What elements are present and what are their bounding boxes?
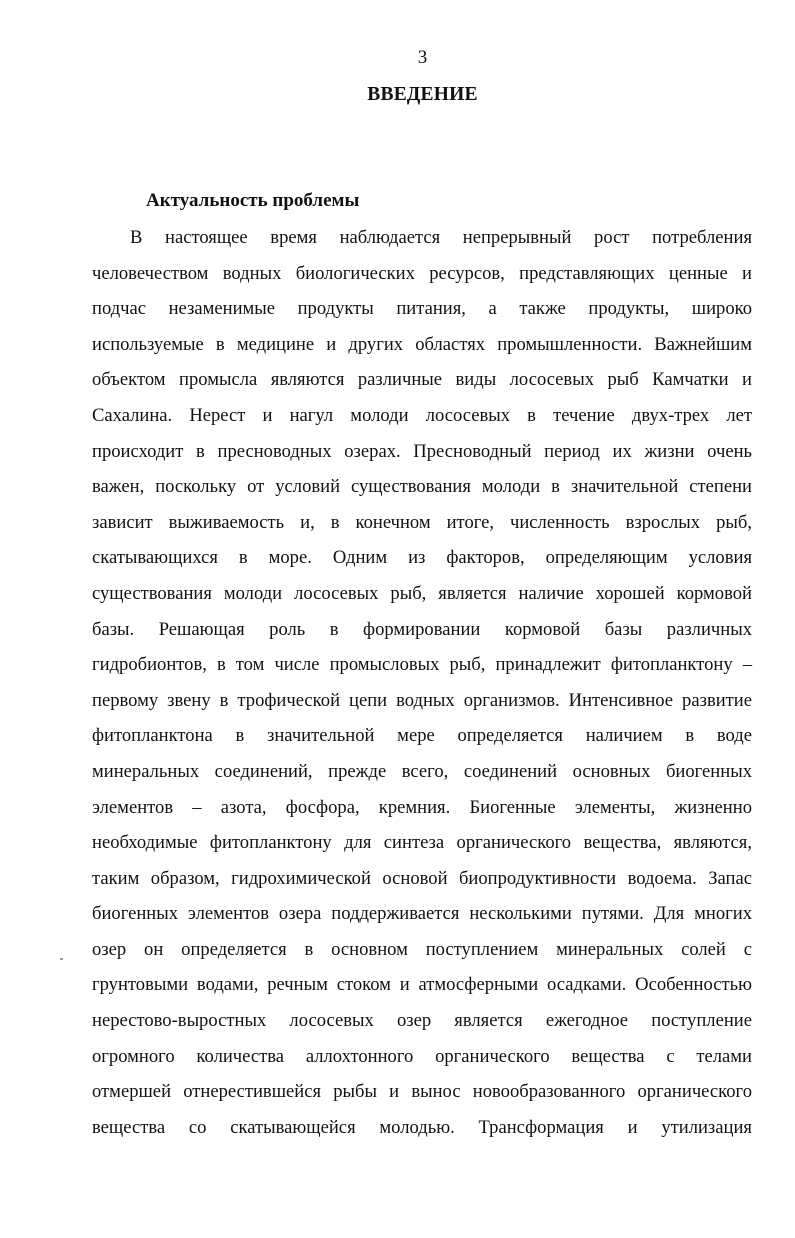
text-line: важен, поскольку от условий существования молоди в значительной степени bbox=[92, 476, 752, 498]
page-title: ВВЕДЕНИЕ bbox=[367, 84, 478, 105]
text-line: В настоящее время наблюдается непрерывный рост потребления bbox=[130, 227, 752, 248]
text-line: огромного количества аллохтонного органического вещества с телами bbox=[92, 1045, 752, 1067]
text-line: минеральных соединений, прежде всего, соединений основных биогенных bbox=[92, 760, 752, 782]
text-line: используемые в медицине и других областях промышленности. Важнейшим bbox=[92, 333, 752, 355]
text-line: необходимые фитопланктону для синтеза органического вещества, являются, bbox=[92, 832, 752, 854]
text-line: подчас незаменимые продукты питания, а также продукты, широко bbox=[92, 298, 752, 320]
text-line: происходит в пресноводных озерах. Пресноводный период их жизни очень bbox=[92, 440, 752, 462]
text-line: зависит выживаемость и, в конечном итоге, численность взрослых рыб, bbox=[92, 511, 752, 533]
text-line: человечеством водных биологических ресурсов, представляющих ценные и bbox=[92, 262, 752, 284]
text-line: озер он определяется в основном поступлением минеральных солей с bbox=[92, 938, 752, 960]
text-line: таким образом, гидрохимической основой биопродуктивности водоема. Запас bbox=[92, 867, 752, 889]
text-line: объектом промысла являются различные виды лососевых рыб Камчатки и bbox=[92, 369, 752, 391]
section-heading: Актуальность проблемы bbox=[146, 190, 360, 211]
text-line: биогенных элементов озера поддерживается несколькими путями. Для многих bbox=[92, 903, 752, 925]
text-line: первому звену в трофической цепи водных организмов. Интенсивное развитие bbox=[92, 689, 752, 711]
text-line: отмершей отнерестившейся рыбы и вынос новообразованного органического bbox=[92, 1081, 752, 1103]
text-line: нерестово-выростных лососевых озер является ежегодное поступление bbox=[92, 1010, 752, 1032]
margin-mark bbox=[60, 958, 63, 960]
text-line: скатывающихся в море. Одним из факторов, определяющим условия bbox=[92, 547, 752, 569]
text-line: Сахалина. Нерест и нагул молоди лососевых в течение двух-трех лет bbox=[92, 404, 752, 426]
text-line: базы. Решающая роль в формировании кормовой базы различных bbox=[92, 618, 752, 640]
text-line: грунтовыми водами, речным стоком и атмосферными осадками. Особенностью bbox=[92, 974, 752, 996]
text-line: элементов – азота, фосфора, кремния. Биогенные элементы, жизненно bbox=[92, 796, 752, 818]
body-text bbox=[92, 223, 752, 1148]
text-line: фитопланктона в значительной мере определяется наличием в воде bbox=[92, 725, 752, 747]
page-number: 3 bbox=[417, 47, 428, 68]
text-line: гидробионтов, в том числе промысловых рыб, принадлежит фитопланктону – bbox=[92, 654, 752, 676]
text-line: вещества со скатывающейся молодью. Трансформация и утилизация bbox=[92, 1116, 752, 1138]
text-line: существования молоди лососевых рыб, является наличие хорошей кормовой bbox=[92, 582, 752, 604]
